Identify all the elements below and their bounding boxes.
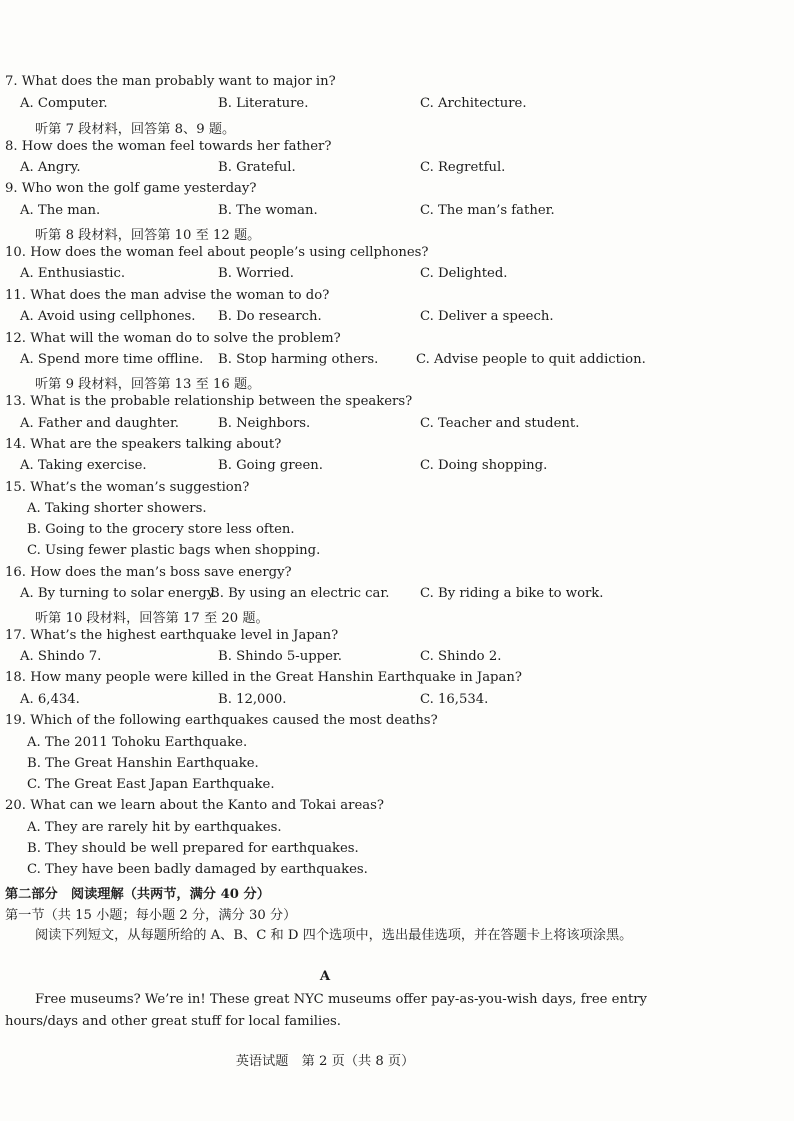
question-18: 18. How many people were killed in the Great Hanshin Earthquake in Japan? (5, 670, 522, 685)
option-b: B. Stop harming others. (218, 352, 379, 367)
question-17: 17. What’s the highest earthquake level in Japan? (5, 628, 339, 643)
option-c: C. The Great East Japan Earthquake. (27, 777, 275, 792)
option-c: C. Doing shopping. (420, 458, 548, 473)
option-b: B. Shindo 5-upper. (218, 649, 342, 664)
option-c: C. Deliver a speech. (420, 309, 554, 324)
page-footer: 英语试题 第 2 页（共 8 页） (235, 1054, 415, 1069)
listening-instruction-10: 听第 10 段材料，回答第 17 至 20 题。 (35, 611, 269, 626)
option-a: A. Computer. (20, 96, 108, 111)
option-b: B. Worried. (218, 266, 294, 281)
option-a: A. Taking exercise. (20, 458, 147, 473)
option-c: C. Shindo 2. (420, 649, 502, 664)
option-c: C. Regretful. (420, 160, 506, 175)
option-c: C. Architecture. (420, 96, 527, 111)
option-b: B. The woman. (218, 203, 318, 218)
listening-instruction-7: 听第 7 段材料，回答第 8、9 题。 (35, 122, 236, 137)
question-13: 13. What is the probable relationship between the speakers? (5, 394, 413, 409)
option-a: A. 6,434. (20, 692, 80, 707)
option-b: B. Grateful. (218, 160, 296, 175)
option-b: B. Literature. (218, 96, 309, 111)
question-10-options (20, 266, 720, 286)
option-a: A. Spend more time offline. (20, 352, 204, 367)
option-b: B. The Great Hanshin Earthquake. (27, 756, 259, 771)
reading-directions: 阅读下列短文，从每题所给的 A、B、C 和 D 四个选项中，选出最佳选项，并在答题卡上将该项涂黑。 (35, 928, 633, 943)
listening-instruction-9: 听第 9 段材料，回答第 13 至 16 题。 (35, 377, 261, 392)
question-11-options (20, 309, 720, 329)
option-a: A. Father and daughter. (20, 416, 179, 431)
question-20: 20. What can we learn about the Kanto and Tokai areas? (5, 798, 384, 813)
option-b: B. They should be well prepared for earthquakes. (27, 841, 359, 856)
question-12-options (20, 352, 720, 372)
question-14-options (20, 458, 720, 478)
option-a: A. The man. (20, 203, 101, 218)
question-19: 19. Which of the following earthquakes caused the most deaths? (5, 713, 438, 728)
question-14: 14. What are the speakers talking about? (5, 437, 282, 452)
option-a: A. Angry. (20, 160, 81, 175)
question-15: 15. What’s the woman’s suggestion? (5, 480, 250, 495)
question-8-options (20, 160, 720, 180)
option-c: C. Teacher and student. (420, 416, 580, 431)
option-a: A. Avoid using cellphones. (20, 309, 196, 324)
option-c: C. By riding a bike to work. (420, 586, 604, 601)
option-b: B. 12,000. (218, 692, 287, 707)
option-c: C. They have been badly damaged by earthquakes. (27, 862, 368, 877)
option-a: A. Taking shorter showers. (27, 501, 207, 516)
question-7-options (20, 96, 720, 116)
question-10: 10. How does the woman feel about people’s using cellphones? (5, 245, 429, 260)
question-16: 16. How does the man’s boss save energy? (5, 565, 292, 580)
option-b: B. Do research. (218, 309, 322, 324)
option-c: C. Advise people to quit addiction. (416, 352, 646, 367)
option-a: A. The 2011 Tohoku Earthquake. (27, 735, 248, 750)
option-a: A. By turning to solar energy. (20, 586, 217, 601)
option-c: C. Using fewer plastic bags when shopping. (27, 543, 321, 558)
question-9: 9. Who won the golf game yesterday? (5, 181, 257, 196)
listening-instruction-8: 听第 8 段材料，回答第 10 至 12 题。 (35, 228, 261, 243)
option-c: C. 16,534. (420, 692, 489, 707)
question-12: 12. What will the woman do to solve the problem? (5, 331, 341, 346)
question-16-options (20, 586, 720, 606)
question-17-options (20, 649, 720, 669)
option-a: A. Enthusiastic. (20, 266, 126, 281)
section-one-heading: 第一节（共 15 小题；每小题 2 分，满分 30 分） (5, 908, 297, 923)
part-two-heading: 第二部分 阅读理解（共两节，满分 40 分） (5, 887, 270, 902)
option-b: B. Neighbors. (218, 416, 311, 431)
option-a: A. They are rarely hit by earthquakes. (27, 820, 282, 835)
option-b: B. Going to the grocery store less often. (27, 522, 295, 537)
option-c: C. Delighted. (420, 266, 508, 281)
option-b: B. By using an electric car. (210, 586, 390, 601)
question-18-options (20, 692, 720, 712)
question-11: 11. What does the man advise the woman to do? (5, 288, 330, 303)
question-13-options (20, 416, 720, 436)
option-a: A. Shindo 7. (20, 649, 102, 664)
passage-label: A (319, 969, 331, 984)
question-8: 8. How does the woman feel towards her father? (5, 139, 332, 154)
question-9-options (20, 203, 720, 223)
option-b: B. Going green. (218, 458, 323, 473)
passage-a-text: Free museums? We’re in! These great NYC museums offer pay-as-you-wish days, free entry hours/days and other great stuff for local families. (5, 992, 647, 1029)
option-c: C. The man’s father. (420, 203, 555, 218)
question-7: 7. What does the man probably want to major in? (5, 74, 336, 89)
